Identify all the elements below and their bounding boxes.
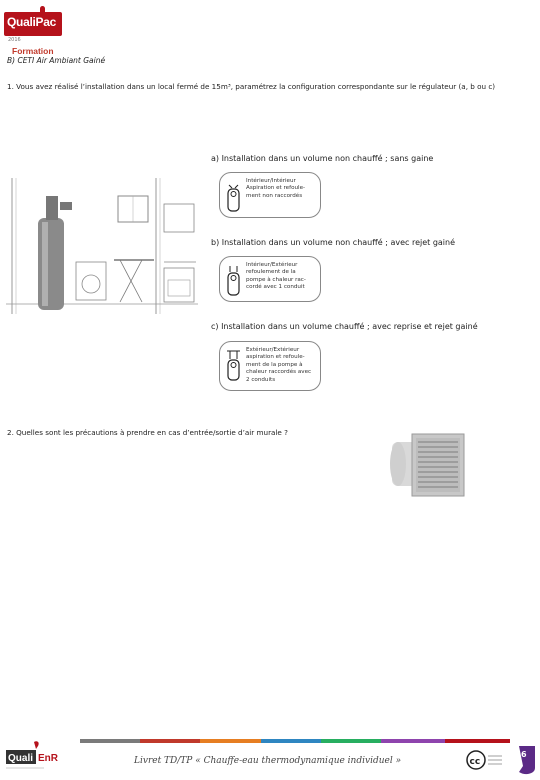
badge-line: ment non raccordés <box>246 192 303 199</box>
heat-pump-icon <box>226 181 242 213</box>
badge-line: refoulement de la <box>246 269 296 276</box>
option-a-label: a) Installation dans un volume non chauffé ; sans gaine <box>211 154 434 163</box>
footer-bar-segment <box>321 739 381 743</box>
svg-text:cc: cc <box>469 757 481 767</box>
option-b-badge <box>219 256 321 302</box>
badge-line: chaleur raccordés avec <box>246 369 312 376</box>
creative-commons-icon <box>466 748 506 772</box>
option-c-badge-text <box>246 347 318 384</box>
footer-bar-segment <box>445 739 510 743</box>
badge-line: 2 conduits <box>246 376 276 383</box>
option-b-label: b) Installation dans un volume non chauffé ; avec rejet gainé <box>211 238 456 247</box>
svg-text:EnR: EnR <box>38 753 58 764</box>
room-illustration <box>6 176 198 316</box>
option-b-badge-text <box>246 262 318 292</box>
badge-line: Intérieur/Intérieur <box>246 178 296 184</box>
heat-pump-icon <box>226 265 242 297</box>
heat-pump-icon <box>226 350 242 382</box>
wall-vent-image <box>388 430 468 502</box>
section-title: B) CETI Air Ambiant Gainé <box>7 56 106 65</box>
badge-line: Extérieur/Extérieur <box>246 347 300 353</box>
logo-year: 2016 <box>8 37 21 43</box>
badge-line: aspiration et refoule- <box>246 354 305 361</box>
qualienr-logo <box>4 740 72 774</box>
footer-bar-segment <box>80 739 140 743</box>
logo-subtitle: Formation <box>12 46 54 56</box>
footer-bar-segment <box>140 739 200 743</box>
logo-text: QualiPac <box>7 15 56 29</box>
option-a-badge <box>219 172 321 218</box>
badge-line: Intérieur/Extérieur <box>246 262 298 268</box>
qualipac-logo <box>4 6 66 56</box>
badge-line: pompe à chaleur rac- <box>246 276 306 283</box>
footer-bar-segment <box>261 739 321 743</box>
svg-text:Quali: Quali <box>8 753 34 764</box>
option-a-badge-text <box>246 178 318 200</box>
footer-bar-segment <box>381 739 446 743</box>
question-2: 2. Quelles sont les précautions à prendre en cas d’entrée/sortie d’air murale ? <box>7 428 288 437</box>
badge-line: cordé avec 1 conduit <box>246 284 305 291</box>
footer-bar-segment <box>200 739 260 743</box>
option-c-badge <box>219 341 321 391</box>
footer-text: Livret TD/TP « Chauffe-eau thermodynamique individuel » <box>134 756 402 766</box>
badge-line: Aspiration et refoule- <box>246 185 306 192</box>
badge-line: ment de la pompe à <box>246 361 303 368</box>
footer-color-bar <box>80 739 510 743</box>
option-c-label: c) Installation dans un volume chauffé ; avec reprise et rejet gainé <box>211 322 478 331</box>
question-1: 1. Vous avez réalisé l’installation dans un local fermé de 15m³, paramétrez la configuration correspondante sur le régulateur (a, b ou c) <box>7 82 496 91</box>
page-number: 6 <box>521 750 527 759</box>
